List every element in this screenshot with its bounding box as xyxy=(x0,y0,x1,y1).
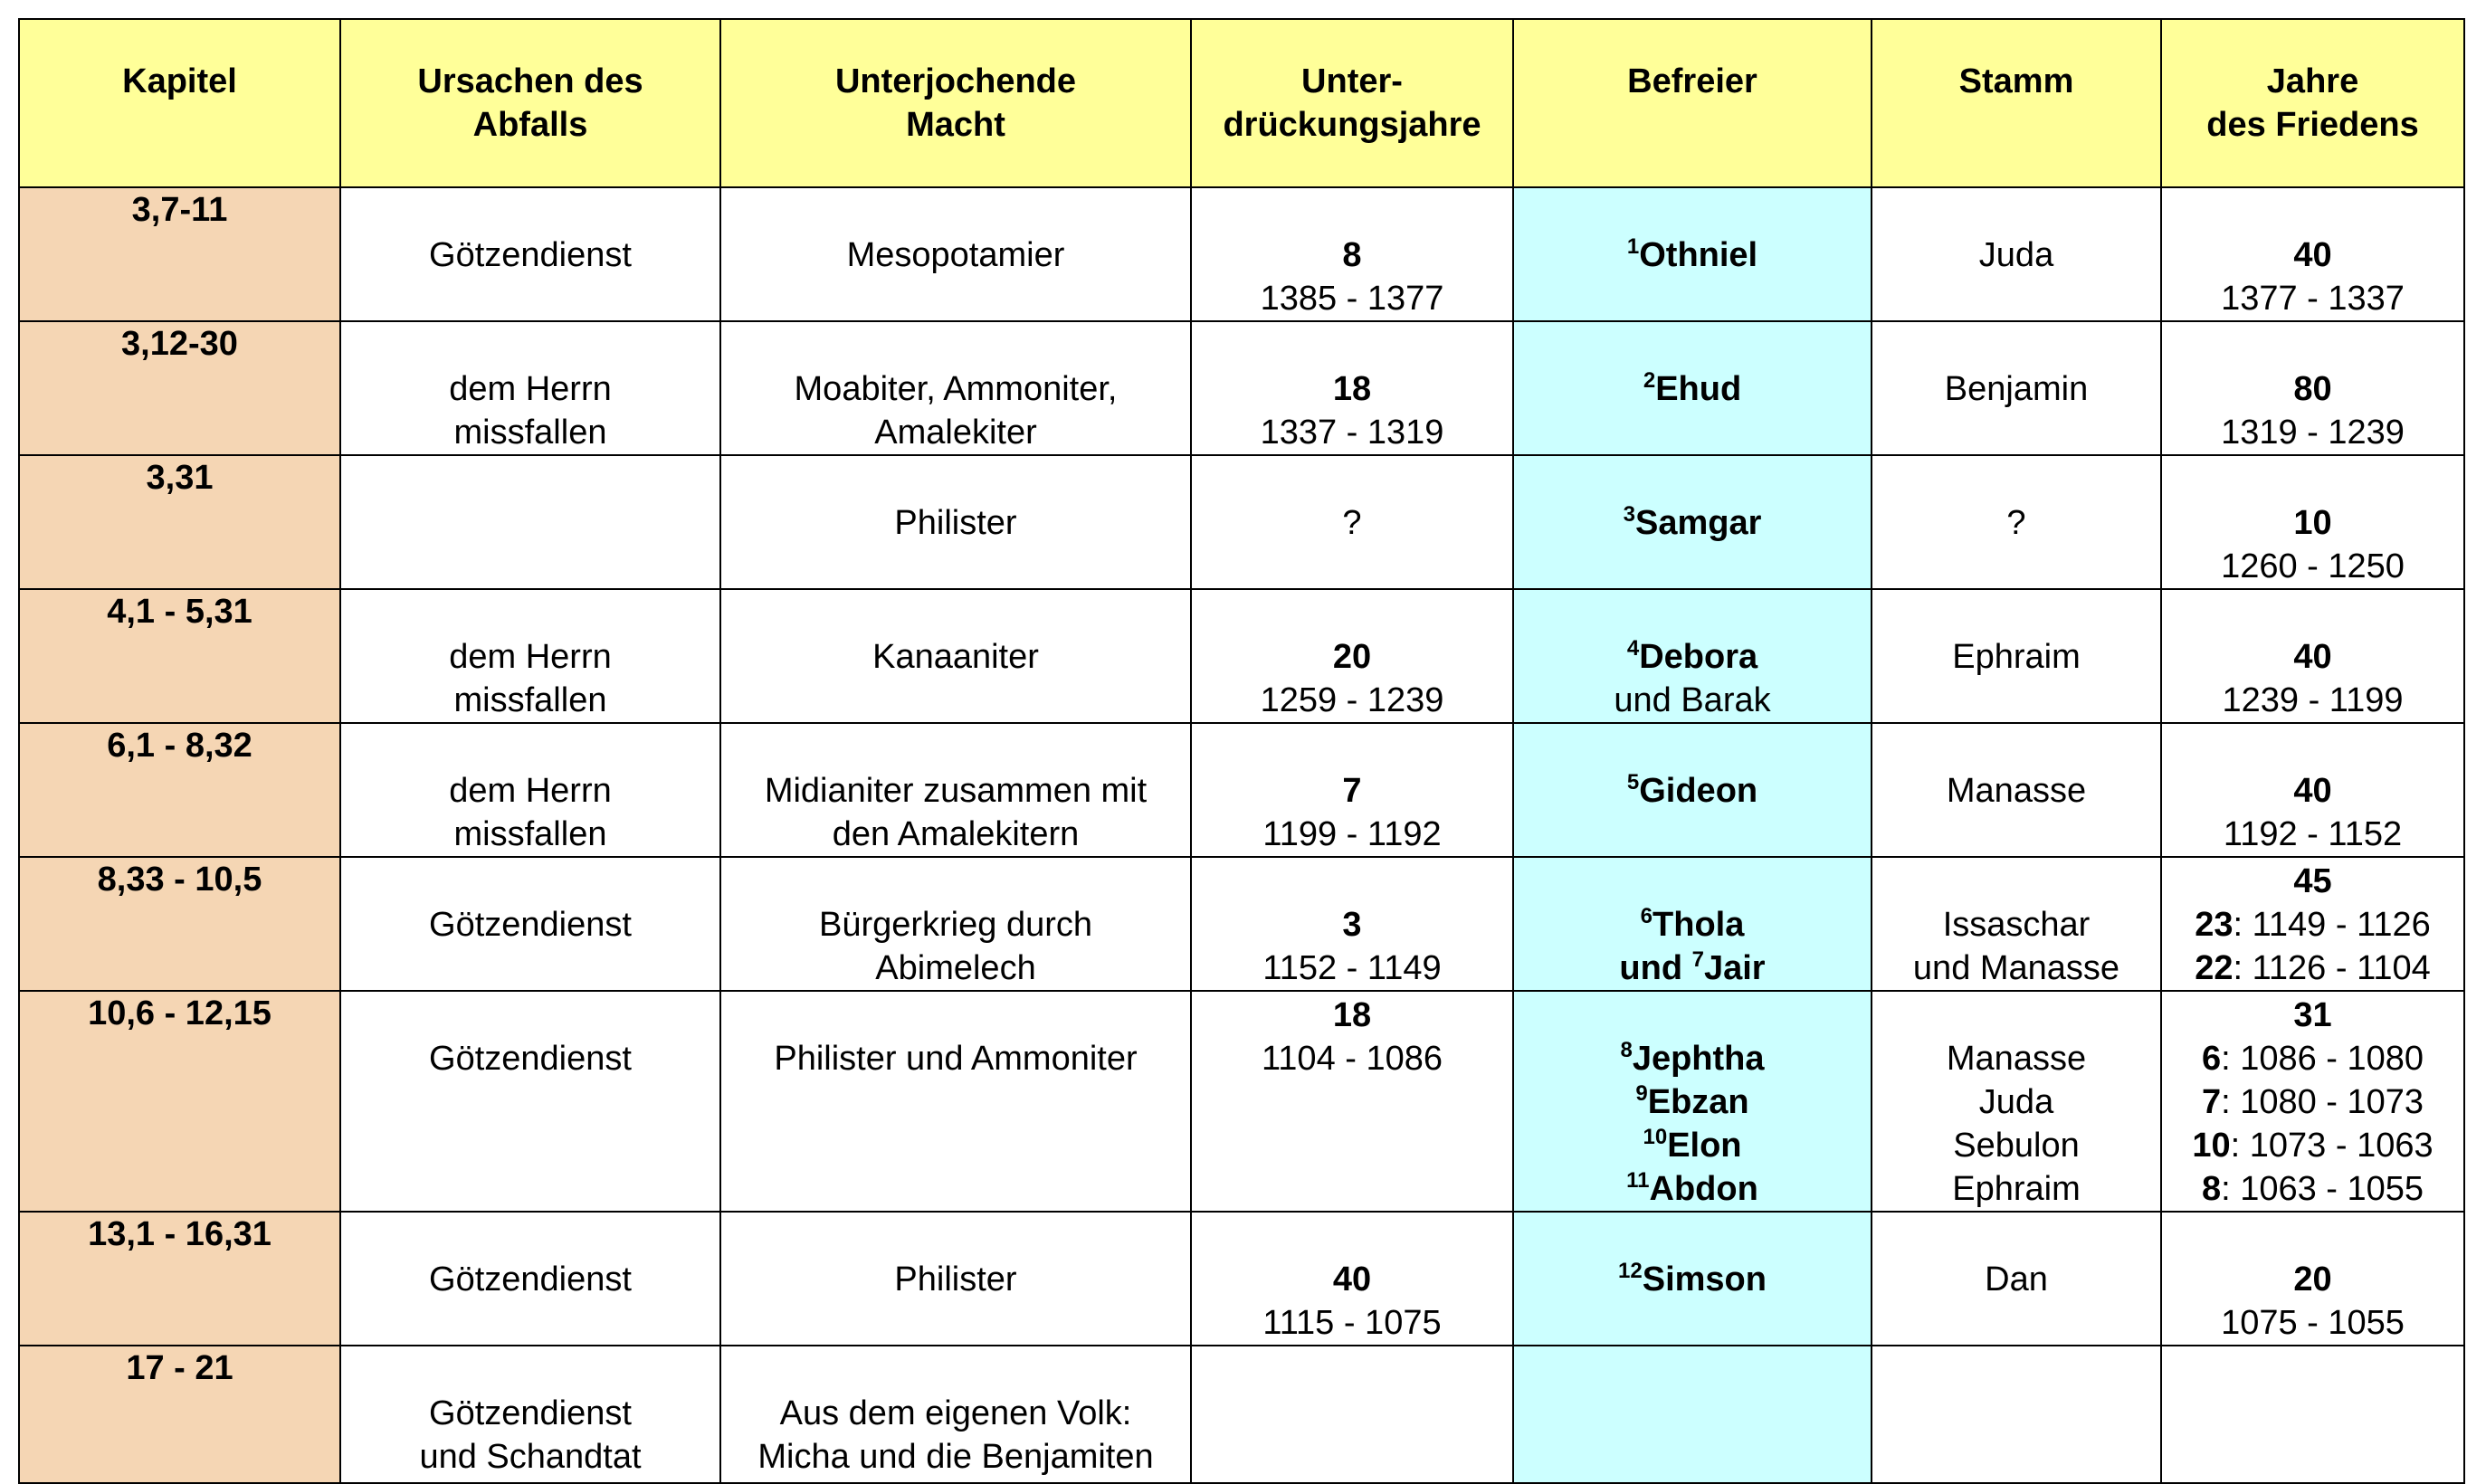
header-befreier: Befreier xyxy=(1513,19,1872,187)
unterdrueckung-cell: 7 1199 - 1192 xyxy=(1191,723,1513,857)
header-macht: Unterjochende Macht xyxy=(720,19,1191,187)
kapitel-cell: 3,7-11 xyxy=(19,187,340,321)
unterdrueckung-cell: 18 1337 - 1319 xyxy=(1191,321,1513,455)
unterdrueckung-cell: ? xyxy=(1191,455,1513,589)
ursache-cell: dem Herrn missfallen xyxy=(340,723,720,857)
table-row xyxy=(19,991,2464,1212)
frieden-cell: 10 1260 - 1250 xyxy=(2161,455,2464,589)
unterdrueckung-cell: 8 1385 - 1377 xyxy=(1191,187,1513,321)
ursache-cell: Götzendienst xyxy=(340,187,720,321)
table-row xyxy=(19,455,2464,589)
stamm-cell: Manasse Juda Sebulon Ephraim xyxy=(1872,991,2161,1212)
stamm-cell: Ephraim xyxy=(1872,589,2161,723)
kapitel-cell: 3,12-30 xyxy=(19,321,340,455)
kapitel-cell: 10,6 - 12,15 xyxy=(19,991,340,1212)
frieden-cell: 80 1319 - 1239 xyxy=(2161,321,2464,455)
stamm-cell: Juda xyxy=(1872,187,2161,321)
befreier-cell: $^5$Gideon xyxy=(1513,723,1872,857)
frieden-cell: 20 1075 - 1055 xyxy=(2161,1212,2464,1346)
befreier-cell: $^6$Thola und $^7$Jair xyxy=(1513,857,1872,991)
befreier-cell: $^1$Othniel xyxy=(1513,187,1872,321)
header-ursachen: Ursachen des Abfalls xyxy=(340,19,720,187)
table-row xyxy=(19,857,2464,991)
stamm-cell: Benjamin xyxy=(1872,321,2161,455)
frieden-cell: 40 1192 - 1152 xyxy=(2161,723,2464,857)
ursache-cell: dem Herrn missfallen xyxy=(340,321,720,455)
macht-cell: Aus dem eigenen Volk: Micha und die Benjamiten xyxy=(720,1346,1191,1483)
befreier-cell: $^2$Ehud xyxy=(1513,321,1872,455)
unterdrueckung-cell: 3 1152 - 1149 xyxy=(1191,857,1513,991)
macht-cell: Moabiter, Ammoniter, Amalekiter xyxy=(720,321,1191,455)
unterdrueckung-cell: 18 1104 - 1086 xyxy=(1191,991,1513,1212)
table-row xyxy=(19,321,2464,455)
header-row xyxy=(19,19,2464,187)
frieden-cell: 40 1377 - 1337 xyxy=(2161,187,2464,321)
table-row xyxy=(19,589,2464,723)
frieden-cell: 31 6: 1086 - 1080 7: 1080 - 1073 10: 1073 - 1063 8: 1063 - 1055 xyxy=(2161,991,2464,1212)
kapitel-cell: 17 - 21 xyxy=(19,1346,340,1483)
stamm-cell: ? xyxy=(1872,455,2161,589)
judges-table xyxy=(18,18,2465,1484)
macht-cell: Philister und Ammoniter xyxy=(720,991,1191,1212)
ursache-cell: dem Herrn missfallen xyxy=(340,589,720,723)
befreier-cell xyxy=(1513,1346,1872,1483)
table-row xyxy=(19,187,2464,321)
unterdrueckung-cell: 40 1115 - 1075 xyxy=(1191,1212,1513,1346)
stamm-cell: Manasse xyxy=(1872,723,2161,857)
stamm-cell: Dan xyxy=(1872,1212,2161,1346)
frieden-cell: 45 23: 1149 - 1126 22: 1126 - 1104 xyxy=(2161,857,2464,991)
frieden-cell: 40 1239 - 1199 xyxy=(2161,589,2464,723)
macht-cell: Kanaaniter xyxy=(720,589,1191,723)
kapitel-cell: 4,1 - 5,31 xyxy=(19,589,340,723)
befreier-cell: $^4$Debora und Barak xyxy=(1513,589,1872,723)
table-row xyxy=(19,1346,2464,1483)
befreier-cell: $^3$Samgar xyxy=(1513,455,1872,589)
header-frieden: Jahre des Friedens xyxy=(2161,19,2464,187)
ursache-cell xyxy=(340,455,720,589)
ursache-cell: Götzendienst xyxy=(340,1212,720,1346)
macht-cell: Mesopotamier xyxy=(720,187,1191,321)
unterdrueckung-cell: 20 1259 - 1239 xyxy=(1191,589,1513,723)
macht-cell: Midianiter zusammen mit den Amalekitern xyxy=(720,723,1191,857)
header-unterdrueckung: Unter- drückungsjahre xyxy=(1191,19,1513,187)
unterdrueckung-cell xyxy=(1191,1346,1513,1483)
header-stamm: Stamm xyxy=(1872,19,2161,187)
table-row xyxy=(19,723,2464,857)
macht-cell: Bürgerkrieg durch Abimelech xyxy=(720,857,1191,991)
befreier-cell: $^{12}$Simson xyxy=(1513,1212,1872,1346)
kapitel-cell: 8,33 - 10,5 xyxy=(19,857,340,991)
kapitel-cell: 13,1 - 16,31 xyxy=(19,1212,340,1346)
befreier-cell: $^8$Jephtha $^9$Ebzan $^{10}$Elon $^{11}$Abdon xyxy=(1513,991,1872,1212)
macht-cell: Philister xyxy=(720,1212,1191,1346)
ursache-cell: Götzendienst xyxy=(340,991,720,1212)
frieden-cell xyxy=(2161,1346,2464,1483)
header-kapitel: Kapitel xyxy=(19,19,340,187)
kapitel-cell: 6,1 - 8,32 xyxy=(19,723,340,857)
macht-cell: Philister xyxy=(720,455,1191,589)
table-row xyxy=(19,1212,2464,1346)
stamm-cell: Issaschar und Manasse xyxy=(1872,857,2161,991)
stamm-cell xyxy=(1872,1346,2161,1483)
ursache-cell: Götzendienst xyxy=(340,857,720,991)
kapitel-cell: 3,31 xyxy=(19,455,340,589)
ursache-cell: Götzendienst und Schandtat xyxy=(340,1346,720,1483)
